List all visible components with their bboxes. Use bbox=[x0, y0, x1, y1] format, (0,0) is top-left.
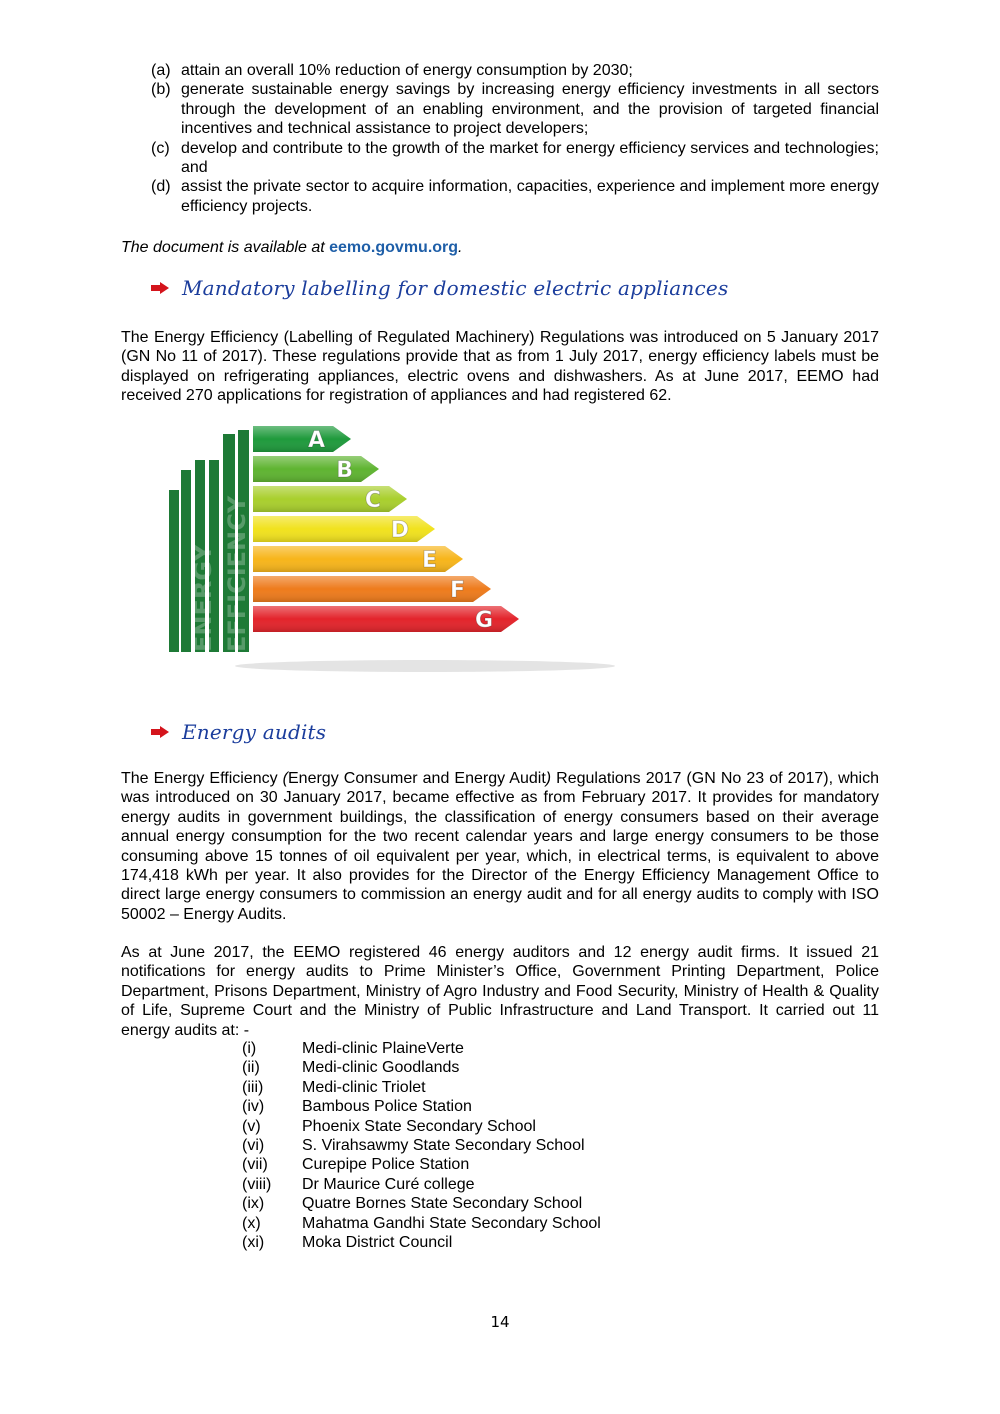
grade-arrow-a bbox=[253, 426, 351, 453]
list-item bbox=[151, 80, 879, 138]
red-arrow-icon bbox=[151, 282, 169, 294]
list-item-text: Moka District Council bbox=[302, 1233, 453, 1251]
para-text: ) bbox=[545, 770, 552, 787]
list-item bbox=[242, 1175, 601, 1194]
list-item-text: Curepipe Police Station bbox=[302, 1156, 470, 1174]
para-text: The Energy Efficiency bbox=[121, 770, 283, 787]
list-item-text: Dr Maurice Curé college bbox=[302, 1175, 475, 1193]
list-marker: (iv) bbox=[242, 1098, 265, 1116]
list-item-text: generate sustainable energy savings by increasing energy efficiency investments in all sectors through the development of an enabling environment, and the provision of targeted financial incentives and technical assistance to project developers; bbox=[181, 81, 879, 138]
grade-letter: G bbox=[474, 608, 493, 633]
label-vertical-text: ENERGY bbox=[189, 544, 217, 652]
list-item bbox=[151, 61, 879, 80]
list-item bbox=[242, 1214, 601, 1233]
list-marker: (c) bbox=[151, 139, 170, 157]
list-item-text: attain an overall 10% reduction of energy consumption by 2030; bbox=[181, 62, 633, 79]
availability-note bbox=[121, 238, 462, 257]
section-heading-audits bbox=[151, 720, 326, 744]
heading-text: Mandatory labelling for domestic electric appliances bbox=[182, 276, 729, 300]
list-marker: (ix) bbox=[242, 1195, 265, 1213]
grade-letter: B bbox=[336, 458, 353, 483]
list-marker: (a) bbox=[151, 62, 171, 79]
heading-text: Energy audits bbox=[182, 720, 327, 744]
list-item bbox=[242, 1117, 601, 1136]
page-number: 14 bbox=[490, 1313, 510, 1331]
grade-arrow-b bbox=[253, 456, 379, 483]
list-marker: (vii) bbox=[242, 1156, 268, 1174]
list-item bbox=[242, 1058, 601, 1077]
grade-arrow-e bbox=[253, 546, 463, 573]
audit-sites-list bbox=[242, 1039, 601, 1252]
grade-letter: C bbox=[364, 488, 381, 513]
list-marker: (xi) bbox=[242, 1233, 265, 1251]
list-marker: (v) bbox=[242, 1117, 261, 1135]
grade-letter: D bbox=[390, 518, 409, 543]
list-item bbox=[242, 1155, 601, 1174]
grade-arrow-g bbox=[253, 606, 519, 633]
list-marker: (x) bbox=[242, 1214, 261, 1232]
energy-efficiency-label-image bbox=[165, 420, 615, 675]
list-marker: (d) bbox=[151, 178, 171, 196]
website-link[interactable]: eemo.govmu.org bbox=[329, 239, 459, 256]
para-text: ( bbox=[282, 770, 288, 787]
list-item bbox=[242, 1078, 601, 1097]
grade-letter: E bbox=[421, 548, 437, 573]
section-heading-labelling bbox=[151, 276, 728, 300]
list-marker: (ii) bbox=[242, 1059, 260, 1077]
audits-paragraph-1 bbox=[121, 769, 879, 924]
para-text: Energy Consumer and Energy Audit bbox=[288, 770, 546, 787]
audits-paragraph-2: As at June 2017, the EEMO registered 46 energy auditors and 12 energy audit firms. It issued 21 notifications for energy audits to Prime Minister’s Office, Government Printing Department, Police Department, Prisons Department, Ministry of Agro Industry and Food Security, Ministry of Health & Quality of Life, Supreme Court and the Ministry of Public Infrastructure and Land Transport. It carried out 11 energy audits at: - bbox=[121, 944, 879, 1039]
grade-letter: F bbox=[449, 578, 465, 603]
list-item bbox=[151, 177, 879, 216]
list-item bbox=[242, 1039, 601, 1058]
list-marker: (b) bbox=[151, 81, 171, 99]
labelling-paragraph: The Energy Efficiency (Labelling of Regulated Machinery) Regulations was introduced on 5 January 2017 (GN No 11 of 2017). These regulations provide that as from 1 July 2017, energy efficiency labels must be displayed on refrigerating appliances, electric ovens and dishwashers. As at June 2017, EEMO had received 270 applications for registration of appliances and had registered 62. bbox=[121, 329, 879, 405]
label-vertical-text: EFFICIENCY bbox=[223, 495, 251, 652]
list-item bbox=[242, 1136, 601, 1155]
list-item bbox=[242, 1097, 601, 1116]
list-item-text: Mahatma Gandhi State Secondary School bbox=[302, 1214, 601, 1232]
para-text: Regulations 2017 (GN No 23 of 2017), which was introduced on 30 January 2017, became effective as from February 2017. It provides for mandatory energy audits in government buildings, the classification of energy consumers based on their average annual energy consumption for the two recent calendar years and large energy consumers to be those consuming above 15 tonnes of oil equivalent per year, which, in electrical terms, is equivalent to above 174,418 kWh per year. It also provides for the Director of the Energy Efficiency Management Office to direct large energy consumers to commission an energy audit and for all energy audits to comply with ISO 50002 – Energy Audits. bbox=[121, 770, 879, 923]
list-marker: (vi) bbox=[242, 1136, 265, 1154]
list-item bbox=[242, 1194, 601, 1213]
objectives-list bbox=[151, 61, 879, 216]
red-arrow-icon bbox=[151, 726, 169, 738]
list-item-text: Medi-clinic Goodlands bbox=[302, 1059, 460, 1077]
availability-prefix: The document is available at bbox=[121, 239, 330, 256]
grade-arrow-d bbox=[253, 516, 435, 543]
list-item-text: Phoenix State Secondary School bbox=[302, 1117, 536, 1135]
grade-arrow-c bbox=[253, 486, 407, 513]
list-marker: (viii) bbox=[242, 1175, 272, 1193]
list-item-text: Bambous Police Station bbox=[302, 1098, 472, 1116]
list-item bbox=[151, 139, 879, 178]
list-item-text: assist the private sector to acquire information, capacities, experience and implement more energy efficiency projects. bbox=[181, 178, 879, 215]
list-marker: (i) bbox=[242, 1040, 257, 1057]
grade-arrow-f bbox=[253, 576, 491, 603]
list-item-text: develop and contribute to the growth of the market for energy efficiency services and technologies; and bbox=[181, 139, 879, 177]
list-item-text: S. Virahsawmy State Secondary School bbox=[302, 1136, 585, 1154]
grade-letter: A bbox=[307, 428, 325, 453]
availability-suffix: . bbox=[458, 239, 463, 256]
list-item-text: Quatre Bornes State Secondary School bbox=[302, 1195, 583, 1213]
list-item-text: Medi-clinic Triolet bbox=[302, 1078, 426, 1096]
list-item bbox=[242, 1233, 601, 1252]
list-item-text: Medi-clinic PlaineVerte bbox=[302, 1040, 464, 1057]
list-marker: (iii) bbox=[242, 1078, 264, 1096]
